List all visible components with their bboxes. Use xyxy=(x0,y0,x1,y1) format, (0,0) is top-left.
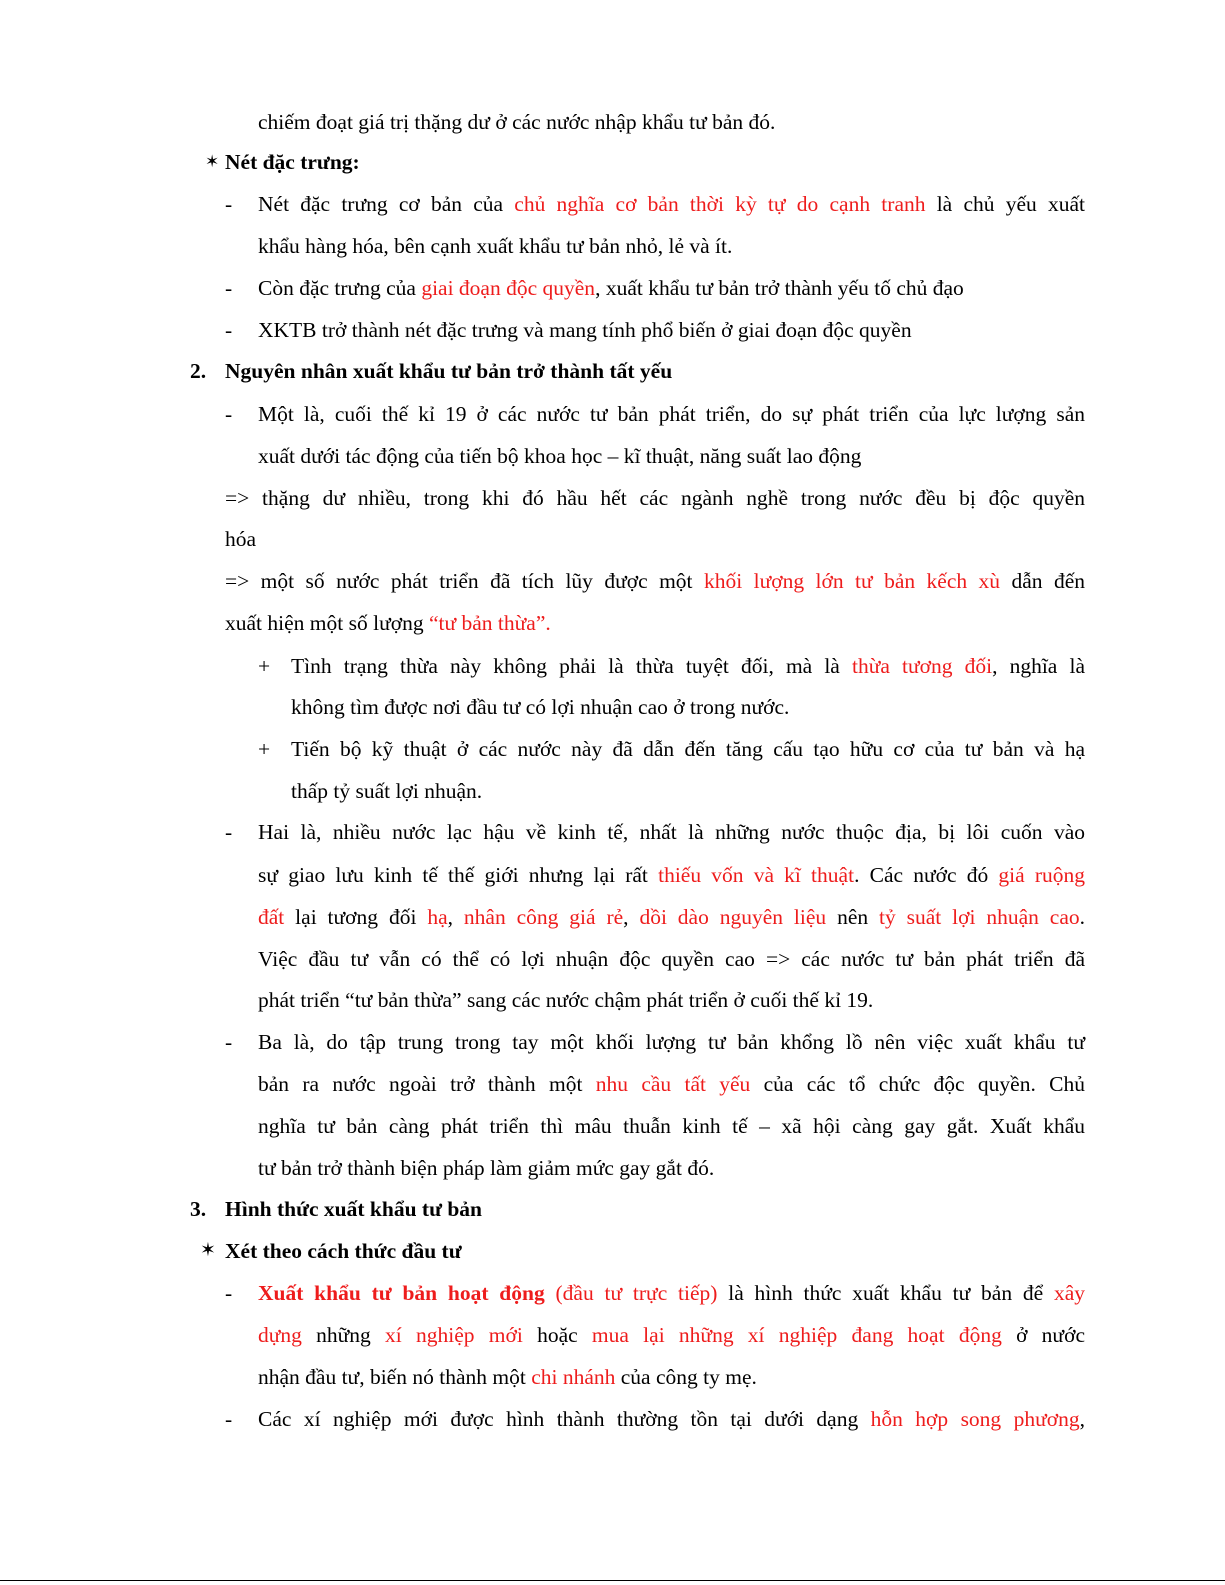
dash-bullet: - xyxy=(225,820,233,844)
paragraph-line: không tìm được nơi đầu tư có lợi nhuận cao ở trong nước. xyxy=(291,695,790,719)
paragraph-line: Còn đặc trưng của giai đoạn độc quyền, xuất khẩu tư bản trở thành yếu tố chủ đạo xyxy=(258,276,964,300)
paragraph-line: Hai là, nhiều nước lạc hậu về kinh tế, nhất là những nước thuộc địa, bị lôi cuốn vào xyxy=(258,820,1085,844)
paragraph-line: Ba là, do tập trung trong tay một khối lượng tư bản khổng lồ nên việc xuất khẩu tư xyxy=(258,1030,1085,1054)
section-heading-2: Nguyên nhân xuất khẩu tư bản trở thành tất yếu xyxy=(225,359,673,383)
paragraph-line: sự giao lưu kinh tế thế giới nhưng lại rất thiếu vốn và kĩ thuật. Các nước đó giá ruộng xyxy=(258,863,1085,887)
dash-bullet: - xyxy=(225,192,233,216)
dash-bullet: - xyxy=(225,318,233,342)
page-bottom-rule xyxy=(0,1580,1225,1581)
paragraph-line: => thặng dư nhiều, trong khi đó hầu hết các ngành nghề trong nước đều bị độc quyền xyxy=(225,486,1085,510)
dash-bullet: - xyxy=(225,402,233,426)
subheading-cach-thuc-dau-tu: Xét theo cách thức đầu tư xyxy=(225,1239,462,1263)
plus-bullet: + xyxy=(258,737,271,761)
dash-bullet: - xyxy=(225,1030,233,1054)
paragraph-line: dựng những xí nghiệp mới hoặc mua lại những xí nghiệp đang hoạt động ở nước xyxy=(258,1323,1085,1347)
star-bullet-icon: ✶ xyxy=(205,152,220,171)
paragraph-line: hóa xyxy=(225,527,257,551)
paragraph-line: Tiến bộ kỹ thuật ở các nước này đã dẫn đến tăng cấu tạo hữu cơ của tư bản và hạ xyxy=(291,737,1085,761)
paragraph-line: bản ra nước ngoài trở thành một nhu cầu tất yếu của các tổ chức độc quyền. Chủ xyxy=(258,1072,1085,1096)
paragraph-line: Việc đầu tư vẫn có thể có lợi nhuận độc quyền cao => các nước tư bản phát triển đã xyxy=(258,947,1085,971)
paragraph-line: đất lại tương đối hạ, nhân công giá rẻ, dồi dào nguyên liệu nên tỷ suất lợi nhuận cao. xyxy=(258,905,1086,929)
paragraph-line: Nét đặc trưng cơ bản của chủ nghĩa cơ bản thời kỳ tự do cạnh tranh là chủ yếu xuất xyxy=(258,192,1085,216)
plus-bullet: + xyxy=(258,654,271,678)
paragraph-line: nhận đầu tư, biến nó thành một chi nhánh của công ty mẹ. xyxy=(258,1365,757,1389)
paragraph-line: Tình trạng thừa này không phải là thừa tuyệt đối, mà là thừa tương đối, nghĩa là xyxy=(291,654,1085,678)
paragraph-line: tư bản trở thành biện pháp làm giảm mức gay gắt đó. xyxy=(258,1156,715,1180)
paragraph-line: chiếm đoạt giá trị thặng dư ở các nước nhập khẩu tư bản đó. xyxy=(258,110,776,134)
paragraph-line: xuất hiện một số lượng “tư bản thừa”. xyxy=(225,611,551,635)
paragraph-line: thấp tỷ suất lợi nhuận. xyxy=(291,779,483,803)
paragraph-line: phát triển “tư bản thừa” sang các nước chậm phát triển ở cuối thế kỉ 19. xyxy=(258,988,874,1012)
dash-bullet: - xyxy=(225,1281,233,1305)
paragraph-line: xuất dưới tác động của tiến bộ khoa học – kĩ thuật, năng suất lao động xyxy=(258,444,862,468)
section-number: 2. xyxy=(190,359,207,383)
subheading-net-dac-trung: Nét đặc trưng: xyxy=(225,150,360,174)
paragraph-line: Một là, cuối thế kỉ 19 ở các nước tư bản phát triển, do sự phát triển của lực lượng sản xyxy=(258,402,1085,426)
section-heading-3: Hình thức xuất khẩu tư bản xyxy=(225,1197,483,1221)
section-number: 3. xyxy=(190,1197,207,1221)
paragraph-line: nghĩa tư bản càng phát triển thì mâu thuẫn kinh tế – xã hội càng gay gắt. Xuất khẩu xyxy=(258,1114,1085,1138)
paragraph-line: Các xí nghiệp mới được hình thành thường tồn tại dưới dạng hỗn hợp song phương, xyxy=(258,1407,1085,1431)
star-bullet-icon: ✶ xyxy=(200,1240,216,1261)
paragraph-line: khẩu hàng hóa, bên cạnh xuất khẩu tư bản nhỏ, lẻ và ít. xyxy=(258,234,733,258)
dash-bullet: - xyxy=(225,276,233,300)
paragraph-line: Xuất khẩu tư bản hoạt động (đầu tư trực tiếp) là hình thức xuất khẩu tư bản để xây xyxy=(258,1281,1085,1305)
paragraph-line: => một số nước phát triển đã tích lũy được một khối lượng lớn tư bản kếch xù dẫn đến xyxy=(225,569,1085,593)
paragraph-line: XKTB trở thành nét đặc trưng và mang tính phổ biến ở giai đoạn độc quyền xyxy=(258,318,912,342)
dash-bullet: - xyxy=(225,1407,233,1431)
